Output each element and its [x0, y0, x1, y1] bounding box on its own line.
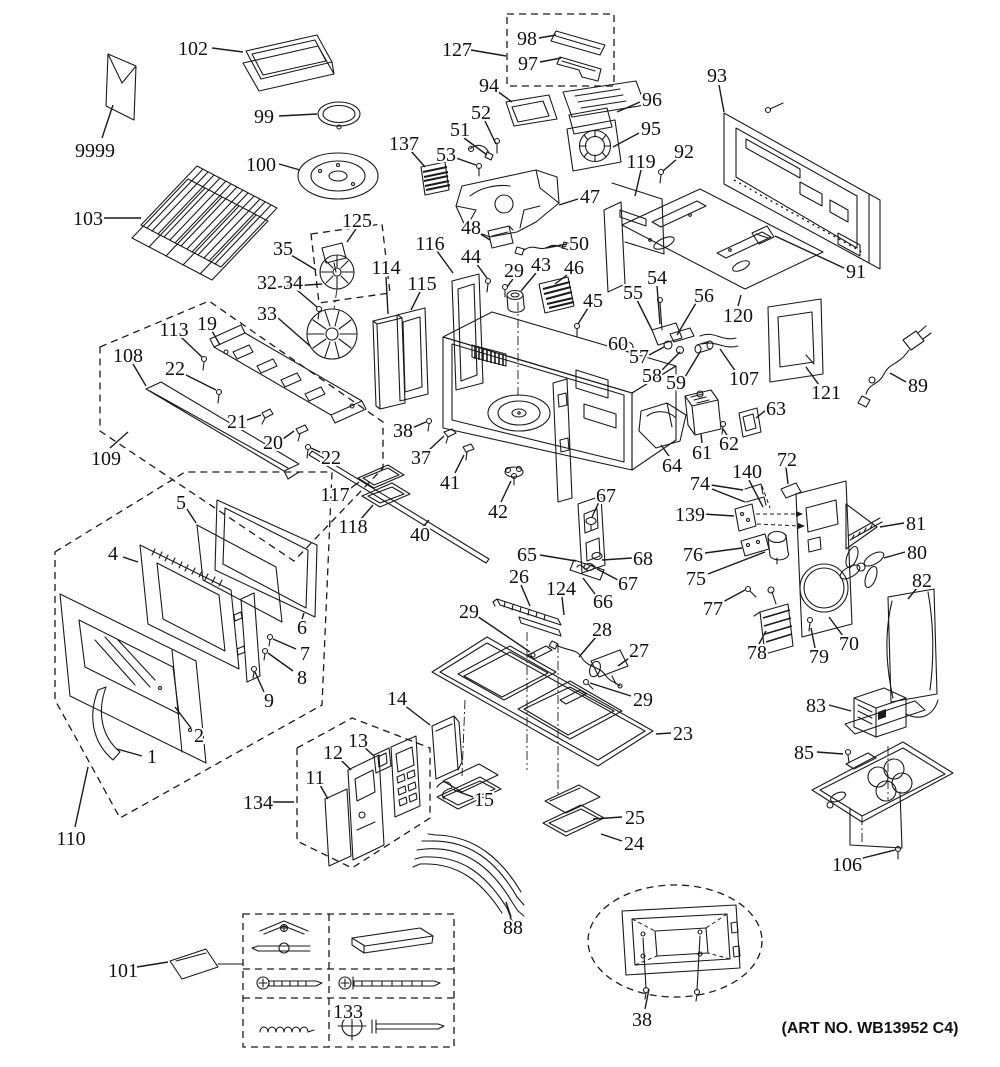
leader-line: [386, 277, 388, 314]
display-board-13: [374, 748, 391, 773]
screw-29b: [531, 653, 535, 657]
part-label-60: 60: [608, 333, 628, 355]
part-label-109: 109: [91, 448, 121, 470]
part-label-118: 118: [338, 516, 368, 538]
wire-28: [549, 641, 620, 686]
door-glass-5: [197, 525, 282, 622]
control-panel-group: [297, 716, 462, 868]
leader-line: [404, 705, 430, 725]
part-label-8: 8: [297, 667, 307, 689]
part-label-26: 26: [509, 566, 529, 588]
part-label-29: 29: [504, 260, 524, 282]
part-label-74: 74: [690, 473, 710, 495]
leader-line: [817, 752, 843, 754]
front-channel: [553, 379, 572, 502]
screw-7: [268, 635, 273, 640]
envelope-literature: [106, 54, 136, 120]
leader-line: [711, 485, 743, 490]
part-label-62: 62: [719, 433, 739, 455]
part-label-6: 6: [297, 617, 307, 639]
screw-92: [659, 170, 664, 175]
leader-line: [412, 422, 426, 428]
switch-139: [735, 504, 756, 531]
side-duct-82: [887, 589, 937, 702]
part-label-40: 40: [410, 524, 430, 546]
mounting-bracket-98: [551, 31, 605, 55]
frame-panel-116: [452, 274, 483, 390]
latch-group: [570, 496, 605, 580]
base-pan-106: [812, 742, 953, 859]
part-label-61: 61: [692, 442, 712, 464]
leader-line: [485, 121, 496, 144]
part-label-24: 24: [624, 833, 644, 855]
art-number: (ART NO. WB13952 C4): [781, 1020, 959, 1037]
door-handle-1: [93, 687, 120, 760]
cover-117: [358, 465, 404, 488]
part-label-75: 75: [686, 568, 706, 590]
part-label-42: 42: [488, 501, 508, 523]
leader-line: [884, 552, 905, 558]
part-label-92: 92: [674, 141, 694, 163]
frame-118: [362, 483, 410, 507]
part-label-25: 25: [625, 807, 645, 829]
part-label-127: 127: [442, 39, 472, 61]
part-label-99: 99: [254, 106, 274, 128]
part-label-1: 1: [147, 746, 157, 768]
part-label-29: 29: [633, 689, 653, 711]
leader-line: [283, 431, 294, 439]
mounting-template-group: [588, 885, 762, 1001]
part-label-125: 125: [342, 210, 372, 232]
part-label-140: 140: [732, 461, 762, 483]
part-label-89: 89: [908, 375, 928, 397]
part-label-116: 116: [415, 233, 445, 255]
part-label-82: 82: [912, 570, 932, 592]
part-label-97: 97: [518, 53, 538, 75]
leader-line: [540, 555, 576, 561]
leader-line: [602, 558, 632, 560]
part-label-124: 124: [546, 578, 576, 600]
mounting-plate-38: [622, 905, 740, 975]
leader-line: [719, 85, 724, 112]
bracket-kit-127: [507, 14, 614, 86]
part-label-33: 33: [257, 303, 277, 325]
part-label-88: 88: [503, 917, 523, 939]
part-label-110: 110: [56, 828, 86, 850]
part-label-58: 58: [642, 365, 662, 387]
cover-plate-94: [506, 95, 557, 126]
part-label-80: 80: [907, 542, 927, 564]
air-duct-64: [639, 403, 686, 448]
screw-44: [486, 279, 491, 284]
transformer-group: [845, 688, 938, 763]
part-label-54: 54: [647, 267, 667, 289]
part-label-102: 102: [178, 38, 208, 60]
part-label-11: 11: [305, 767, 325, 789]
leader-line: [703, 514, 734, 516]
part-label-76: 76: [683, 544, 703, 566]
hardware-kit: [170, 914, 454, 1047]
part-label-35: 35: [273, 238, 293, 260]
clip-37: [444, 429, 456, 443]
leader-line: [247, 415, 261, 420]
spring-coil: [260, 1027, 314, 1032]
oven-cavity: [443, 302, 676, 502]
part-label-38: 38: [393, 420, 413, 442]
part-label-38: 38: [632, 1009, 652, 1031]
part-label-85: 85: [794, 742, 814, 764]
door-outer-panel-2: [60, 594, 206, 763]
screw-22b: [306, 445, 311, 450]
part-label-79: 79: [809, 646, 829, 668]
part-label-22: 22: [165, 358, 185, 380]
part-label-12: 12: [323, 742, 343, 764]
part-label-137: 137: [389, 133, 419, 155]
leader-line: [811, 628, 815, 648]
part-label-28: 28: [592, 619, 612, 641]
leader-line: [123, 557, 138, 562]
door-assembly: [55, 472, 332, 818]
part-label-19: 19: [197, 313, 217, 335]
part-label-63: 63: [766, 398, 786, 420]
leader-line: [456, 158, 476, 165]
part-label-46: 46: [564, 257, 584, 279]
part-label-52: 52: [471, 102, 491, 124]
turntable-recess: [488, 395, 550, 431]
part-label-57: 57: [629, 346, 649, 368]
keypad-panel: [391, 736, 420, 817]
part-label-68: 68: [633, 548, 653, 570]
screw-22: [217, 390, 222, 395]
part-label-59: 59: [666, 372, 686, 394]
gasket-frame-63: [739, 408, 761, 437]
fan-motor-35: [322, 243, 346, 272]
leader-line: [721, 590, 745, 603]
part-label-37: 37: [411, 447, 431, 469]
part-label-41: 41: [440, 472, 460, 494]
part-label-64: 64: [662, 455, 682, 477]
leader-line: [712, 489, 745, 502]
fan-blade-80: [838, 545, 886, 589]
leader-line: [637, 300, 652, 330]
part-label-45: 45: [583, 290, 603, 312]
latch-body-65: [578, 496, 605, 573]
control-chassis-19: [210, 325, 366, 423]
part-label-78: 78: [747, 642, 767, 664]
part-label-113: 113: [159, 319, 189, 341]
leader-line: [187, 509, 196, 523]
leader-line: [521, 585, 530, 606]
roller-67: [586, 518, 596, 525]
trim-rail-26: [493, 599, 561, 625]
bracket-41: [463, 444, 474, 460]
bolt-133: [372, 1020, 444, 1033]
leader-line: [268, 653, 293, 671]
part-label-56: 56: [694, 285, 714, 307]
leader-line: [133, 364, 146, 386]
leader-line: [559, 199, 578, 205]
part-label-120: 120: [723, 305, 753, 327]
leader-line: [175, 707, 191, 728]
screw-float: [770, 103, 783, 109]
part-label-98: 98: [517, 28, 537, 50]
part-label-117: 117: [320, 484, 350, 506]
clip-21: [262, 409, 273, 424]
part-label-14: 14: [387, 688, 407, 710]
leader-line: [212, 48, 243, 52]
leader-line: [649, 347, 664, 355]
control-panel-12: [348, 755, 384, 860]
leader-line: [685, 352, 700, 377]
part-label-81: 81: [906, 513, 926, 535]
part-label-94: 94: [479, 75, 499, 97]
mounting-plate-70: [796, 481, 852, 637]
cabinet-bottom-120: [604, 183, 823, 292]
leader-line: [75, 767, 88, 827]
part-label-43: 43: [531, 254, 551, 276]
clip-20: [296, 425, 308, 441]
part-label-67: 67: [596, 485, 616, 507]
leader-line: [117, 749, 142, 756]
leader-line: [455, 455, 464, 473]
part-label-77: 77: [703, 598, 723, 620]
part-label-106: 106: [832, 854, 862, 876]
part-label-13: 13: [348, 730, 368, 752]
part-label-27: 27: [629, 640, 649, 662]
part-label-66: 66: [593, 591, 613, 613]
leader-line: [278, 318, 310, 346]
screw-62: [721, 422, 726, 427]
screw-9: [252, 667, 257, 672]
bottom-plate-group: [432, 599, 653, 836]
wire-harness-88: [413, 834, 524, 924]
part-label-119: 119: [626, 151, 656, 173]
leader-line: [291, 255, 316, 270]
insulator-11: [325, 789, 351, 866]
motor-75: [768, 532, 786, 543]
part-label-139: 139: [675, 504, 705, 526]
part-label-134: 134: [243, 792, 273, 814]
part-label-22: 22: [321, 447, 341, 469]
part-label-53: 53: [436, 144, 456, 166]
screw-29: [503, 285, 508, 290]
part-label-70: 70: [839, 633, 859, 655]
part-label-67: 67: [618, 573, 638, 595]
part-label-9: 9: [264, 690, 274, 712]
part-label-51: 51: [450, 119, 470, 141]
part-label-15: 15: [474, 789, 494, 811]
mounting-bracket-97: [557, 57, 601, 81]
part-label-5: 5: [176, 492, 186, 514]
leader-line: [279, 114, 317, 116]
toggle-bolt: [252, 946, 310, 951]
part-label-107: 107: [729, 368, 759, 390]
screw-85: [846, 750, 851, 755]
leader-line: [677, 303, 696, 335]
bracket-81: [846, 504, 877, 549]
leader-line: [590, 683, 631, 696]
screw-79: [808, 618, 813, 623]
part-label-21: 21: [227, 411, 247, 433]
part-label-47: 47: [580, 186, 600, 208]
leader-line: [880, 523, 904, 527]
part-label-20: 20: [263, 432, 283, 454]
part-label-133: 133: [333, 1001, 363, 1023]
part-labels: [56, 28, 932, 1031]
magnetron-group: [639, 390, 761, 448]
part-label-9999: 9999: [75, 140, 115, 162]
part-label-55: 55: [623, 282, 643, 304]
leader-line: [829, 705, 851, 711]
door-frame-4: [140, 545, 239, 669]
leader-line: [102, 105, 113, 138]
deflector-panels: [373, 274, 580, 409]
leader-line: [497, 91, 512, 102]
part-label-48: 48: [461, 217, 481, 239]
part-label-100: 100: [246, 154, 276, 176]
shelf-tray-upper: [246, 35, 332, 79]
leader-line: [661, 352, 680, 371]
leader-line: [859, 850, 895, 859]
vent-grille-108: [146, 382, 299, 479]
part-label-72: 72: [777, 449, 797, 471]
part-label-108: 108: [113, 345, 143, 367]
part-label-121: 121: [811, 382, 841, 404]
magnetron-61: [685, 390, 721, 435]
part-label-7: 7: [300, 643, 310, 665]
part-label-2: 2: [194, 725, 204, 747]
part-label-115: 115: [407, 273, 437, 295]
leader-line: [279, 164, 300, 170]
leader-line: [617, 102, 640, 112]
leader-line: [137, 962, 168, 967]
part-label-91: 91: [846, 261, 866, 283]
screw-38: [427, 419, 432, 424]
leader-line: [601, 834, 622, 841]
back-panel-93: [659, 103, 881, 269]
part-label-96: 96: [642, 89, 662, 111]
switch-bracket-56: [652, 323, 694, 345]
part-label-93: 93: [707, 65, 727, 87]
part-label-23: 23: [673, 723, 693, 745]
leader-line: [890, 373, 906, 382]
spacer-bar: [352, 928, 433, 953]
screw-34: [317, 307, 322, 312]
smartboard-14: [432, 716, 462, 779]
part-label-50: 50: [569, 233, 589, 255]
leader-line: [501, 481, 511, 502]
leader-line: [273, 639, 296, 649]
part-label-114: 114: [371, 257, 401, 279]
leader-line: [657, 286, 660, 324]
leader-line: [708, 552, 765, 574]
leader-line: [184, 374, 216, 390]
part-label-34: 34: [283, 272, 303, 294]
screw-113: [202, 357, 207, 362]
leader-line: [705, 548, 742, 553]
part-label-103: 103: [73, 208, 103, 230]
wire-links-107: [700, 334, 738, 347]
template-101: [170, 949, 243, 979]
part-label-4: 4: [108, 543, 118, 565]
part-label-101: 101: [108, 960, 138, 982]
screw-8: [263, 649, 268, 654]
part-label-32: 32: [257, 272, 277, 294]
trim-rail-124: [519, 617, 561, 636]
part-label-95: 95: [641, 118, 661, 140]
leader-line: [506, 902, 511, 917]
part-label-44: 44: [461, 246, 481, 268]
leader-line: [656, 733, 671, 734]
leader-line: [775, 236, 844, 268]
leader-line: [471, 50, 506, 56]
turntable-tray: [298, 153, 378, 199]
screw-45: [575, 324, 580, 329]
part-label-65: 65: [517, 544, 537, 566]
part-label-29: 29: [459, 601, 479, 623]
clip-72: [781, 483, 801, 498]
part-label-83: 83: [806, 695, 826, 717]
side-panel-121: [768, 299, 823, 382]
